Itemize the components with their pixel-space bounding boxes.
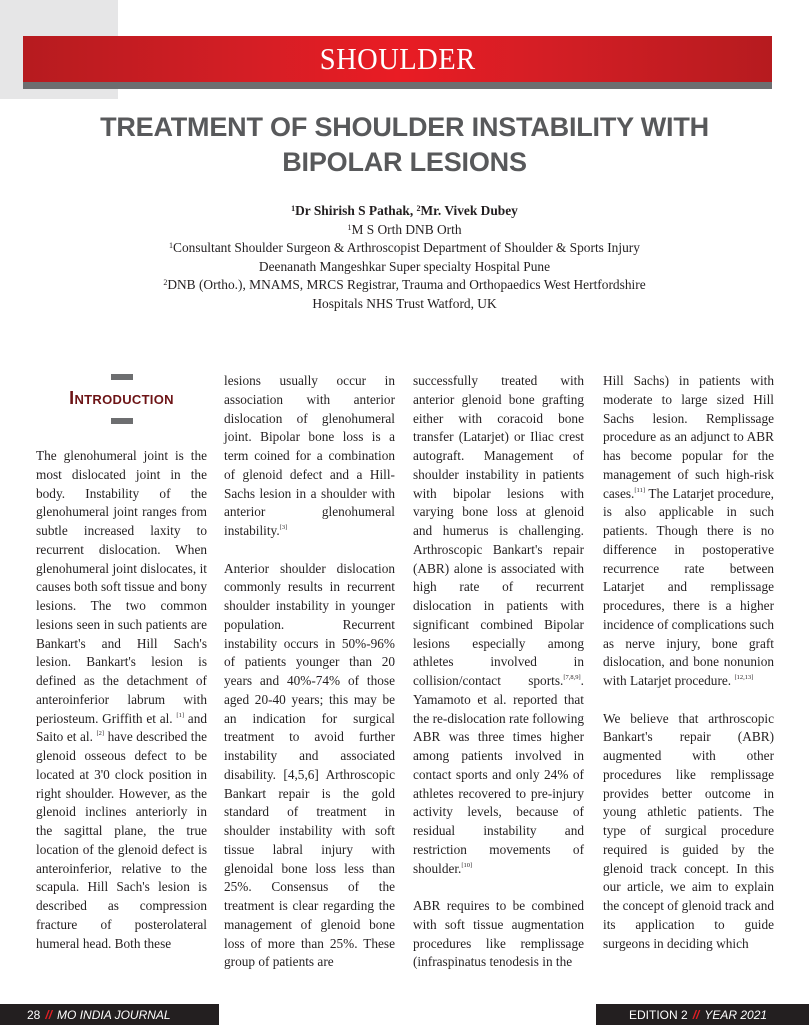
heading-bar-top bbox=[111, 374, 133, 380]
text-column-1 bbox=[36, 447, 207, 972]
introduction-heading-block bbox=[36, 374, 207, 424]
text-column-4 bbox=[603, 372, 774, 972]
aff-text: DNB (Ortho.), MNAMS, MRCS Registrar, Trauma and Orthopaedics West Hertfordshire bbox=[167, 277, 646, 293]
text: lesions usually occur in association with anterior dislocation of glenohumeral joint. Bipolar bone loss is a term coined for a combination of glenoid defect and a Hill-Sachs lesion in a shoulder with anterior glenohumeral instability. bbox=[224, 373, 395, 538]
author-sup: 2 bbox=[416, 204, 421, 213]
paragraph bbox=[603, 710, 774, 954]
banner-shadow-bar bbox=[23, 82, 772, 89]
paragraph bbox=[413, 372, 584, 878]
affiliation-line bbox=[60, 258, 749, 277]
paragraph bbox=[224, 372, 395, 541]
year-label: YEAR 2021 bbox=[704, 1007, 768, 1022]
author-block bbox=[60, 202, 749, 314]
text: successfully treated with anterior glenoid bone grafting either with coracoid bone transfer (Latarjet) or Iliac crest autograft. Management of shoulder instability in patients with bipolar lesions with varying bone loss at glenoid and humerus is challenging. Arthroscopic Bankart's repair (ABR) alone is associated with high rate of recurrent dislocation in patients with significant combined Bipolar lesions especially among athletes involved in collision/contact sports. bbox=[413, 373, 584, 688]
text: Anterior shoulder dislocation commonly results in recurrent shoulder instability in younger population. Recurrent instability occurs in 50%-96% of patients younger than 20 years and 40%-74% of those aged 20-40 years; this may be an indication for surgical treatment to avoid further instability and associated disability. [4,5,6] Arthroscopic Bankart repair is the gold standard of treatment in shoulder instability with soft tissue labral injury with glenoidal bone loss less than 25%. Consensus of the treatment is clear regarding the management of glenoid bone loss of more than 25%. These group of patients are bbox=[224, 560, 395, 970]
footer-separator: // bbox=[45, 1007, 53, 1022]
citation: [10] bbox=[461, 861, 473, 869]
footer-page-bar bbox=[0, 1004, 219, 1025]
title-line-2: BIPOLAR LESIONS bbox=[282, 147, 527, 177]
affiliation-line bbox=[60, 276, 749, 295]
aff-text: M S Orth DNB Orth bbox=[351, 221, 462, 237]
article-title bbox=[40, 110, 769, 180]
aff-sup: 1 bbox=[347, 222, 352, 232]
text: have described the glenoid osseous defect to be located at 3'0 clock position in right shoulder. However, as the glenoid inclines anteriorly in the sagittal plane, the true location of the glenoid defect is anteroinferior, relative to the scapula. Hill Sach's lesion is described as compression fracture of posterolateral humeral head. Both these bbox=[36, 729, 207, 951]
section-heading: Introduction bbox=[69, 388, 174, 408]
text: The Latarjet procedure, is also applicable in such patients. Though there is no difference in postoperative recurrence rate between Latarjet and remplissage procedures, there is a higher incidence of complications such as nerve injury, bone graft dislocation, and bone nonunion with Latarjet procedure. bbox=[603, 485, 774, 688]
aff-text: Consultant Shoulder Surgeon & Arthroscopist Department of Shoulder & Sports Injury bbox=[173, 240, 640, 256]
text-column-2 bbox=[224, 372, 395, 991]
aff-text: Hospitals NHS Trust Watford, UK bbox=[312, 295, 497, 311]
aff-text: Deenanath Mangeshkar Super specialty Hospital Pune bbox=[258, 258, 551, 274]
text: Hill Sachs) in patients with moderate to large sized Hill Sachs lesion. Remplissage procedure as an adjunct to ABR has become popular for the management of such high-risk cases. bbox=[603, 373, 774, 501]
section-label: SHOULDER bbox=[319, 41, 476, 76]
paragraph bbox=[413, 897, 584, 972]
citation: [2] bbox=[96, 730, 105, 738]
text: We believe that arthroscopic Bankart's repair (ABR) augmented with other procedures like remplissage provides better outcome in young athletic patients. The type of surgical procedure required is guided by the glenoid track concept. In this our article, we aim to explain the concept of glenoid track and its application to guide surgeons in deciding which bbox=[603, 710, 774, 951]
text: ABR requires to be combined with soft tissue augmentation procedures like remplissage (infraspinatus tenodesis in the bbox=[413, 898, 584, 970]
affiliation-line bbox=[60, 295, 749, 314]
author-names bbox=[60, 202, 749, 221]
affiliation-line bbox=[60, 221, 749, 240]
paragraph bbox=[224, 560, 395, 973]
paragraph bbox=[603, 372, 774, 691]
aff-sup: 1 bbox=[169, 241, 174, 251]
title-line-1: TREATMENT OF SHOULDER INSTABILITY WITH bbox=[100, 112, 709, 142]
footer-edition-bar bbox=[596, 1004, 809, 1025]
paragraph bbox=[36, 447, 207, 953]
heading-bar-bottom bbox=[111, 418, 133, 424]
affiliation-line bbox=[60, 239, 749, 258]
text: and Saito et al. bbox=[36, 710, 207, 745]
citation: [12,13] bbox=[734, 674, 754, 681]
text: The glenohumeral joint is the most dislocated joint in the body. Instability of the glenohumeral joint ranges from subtle increased laxity to recurrent dislocation. When glenohumeral joint dislocates, it causes both soft tissue and bony lesions. The two common lesions seen in such patients are Bankart's and Hill Sach's lesion. Bankart's lesion is defined as the detachment of anteroinferior labrum with periosteum. Griffith et al. bbox=[36, 448, 207, 726]
author-sup: 1 bbox=[291, 204, 296, 213]
citation: [7,8,9] bbox=[563, 674, 581, 681]
author-2: Mr. Vivek Dubey bbox=[420, 203, 518, 218]
citation: [1] bbox=[176, 711, 185, 719]
citation: [3] bbox=[279, 524, 288, 531]
aff-sup: 2 bbox=[163, 278, 168, 288]
section-banner bbox=[23, 36, 772, 82]
page-number: 28 bbox=[27, 1007, 41, 1022]
author-1: Dr Shirish S Pathak, bbox=[295, 203, 417, 218]
text-column-3 bbox=[413, 372, 584, 991]
citation: [11] bbox=[634, 486, 645, 494]
journal-name: MO INDIA JOURNAL bbox=[57, 1007, 171, 1022]
footer-separator: // bbox=[692, 1007, 700, 1022]
edition-label: EDITION 2 bbox=[629, 1007, 688, 1022]
text: . Yamamoto et al. reported that the re-dislocation rate following ABR was three times higher among patients involved in contact sports and only 24% of athletes recovered to pre-injury activity levels, because of residual instability and restriction movements of shoulder. bbox=[413, 673, 584, 876]
